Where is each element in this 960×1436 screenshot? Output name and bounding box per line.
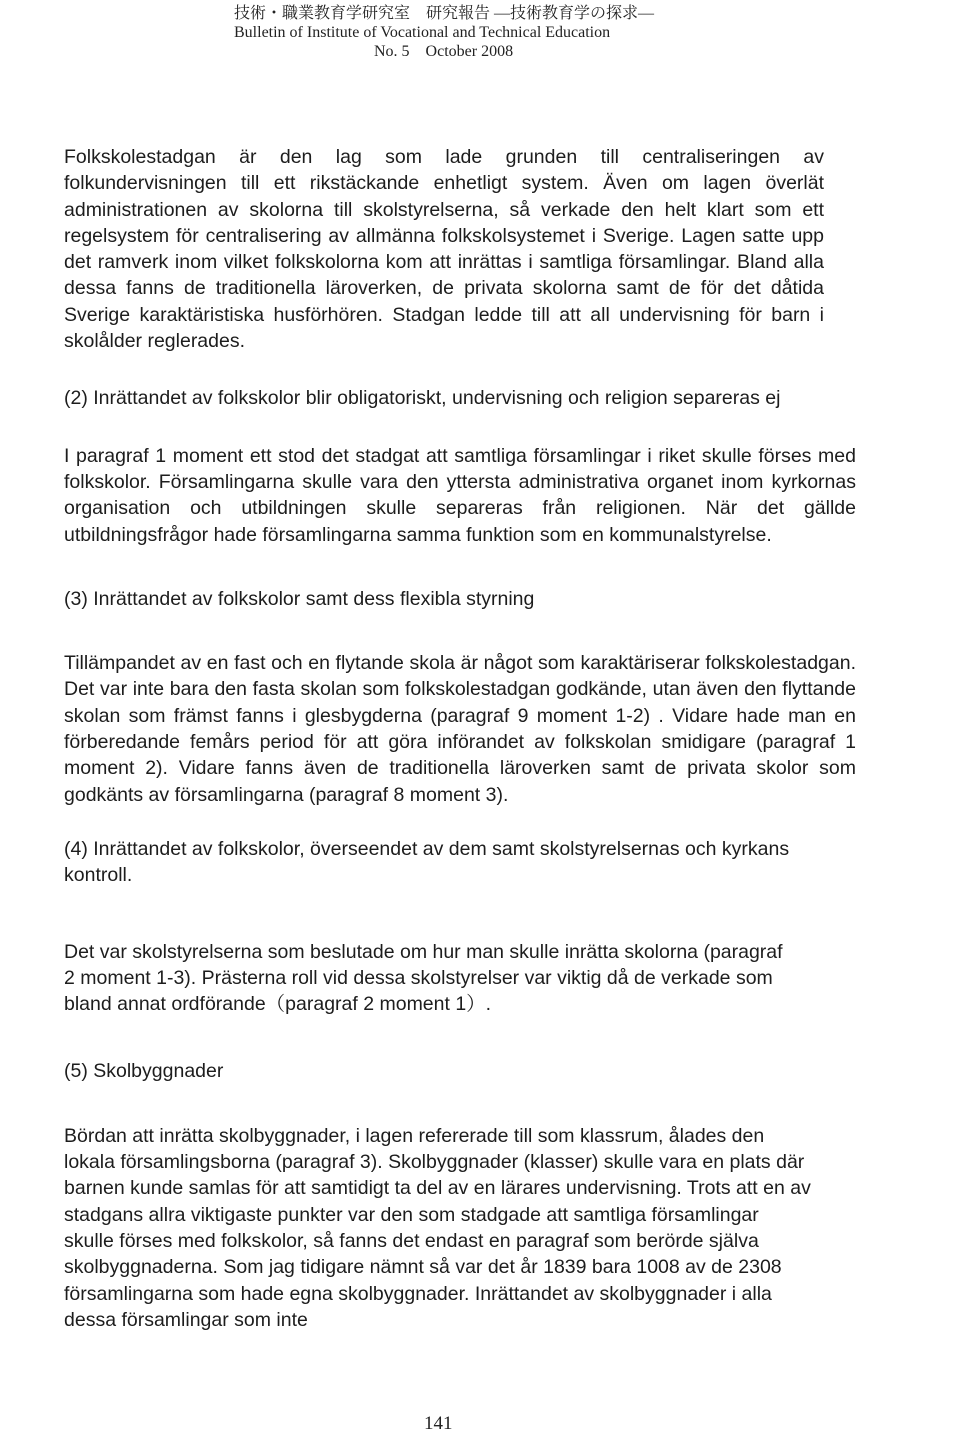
running-header <box>234 4 714 61</box>
header-journal-title-english: Bulletin of Institute of Vocational and Technical Education <box>234 24 611 41</box>
section-heading-3: (3) Inrättandet av folkskolor samt dess flexibla styrning <box>64 587 535 610</box>
page-number: 141 <box>424 1413 453 1434</box>
paragraph-section-2: I paragraf 1 moment ett stod det stadgat att samtliga församlingar i riket skulle förses med folkskolor. Församlingarna skulle vara den yttersta administrativa organet inom kyrkornas organisation och utbildningen skulle separeras från religionen. När det gällde utbildningsfrågor hade församlingarna samma funktion som en kommunalstyrelse. <box>64 444 856 546</box>
section-heading-4: (4) Inrättandet av folkskolor, överseendet av dem samt skolstyrelsernas och kyrkans kontroll. <box>64 837 790 887</box>
header-issue-date: No. 5 October 2008 <box>374 43 514 60</box>
paragraph-intro: Folkskolestadgan är den lag som lade grunden till centraliseringen av folkundervisningen till ett rikstäckande enhetligt system. Även om lagen överlät administrationen av skolorna till skolstyrelserna, så verkade den helt klart som ett regelsystem för centralisering av allmänna folkskolsystemet i Sverige. Lagen satte upp det ramverk inom vilket folkskolorna kom att inrättas i samtliga församlingar. Bland alla dessa fanns de traditionella läroverken, de privata skolorna samt de för det dåtida Sverige karaktäristiska husförhören. Stadgan ledde till att all undervisning för barn i skolålder reglerades. <box>64 146 824 353</box>
section-heading-5: (5) Skolbyggnader <box>64 1060 224 1083</box>
paragraph-section-3: Tillämpandet av en fast och en flytande skola är något som karaktäriserar folkskolestadgan. Det var inte bara den fasta skolan som folkskolestadgan godkände, utan även den flyttande skolan som främst fanns i glesbygderna (paragraf 9 moment 1-2) . Vidare hade man en förberedande femårs period för att göra införandet av folkskolan smidigare (paragraf 1 moment 2). Vidare fanns även de traditionella läroverken samt de privata skolor som godkänts av församlingarna (paragraf 8 moment 3). <box>64 652 856 806</box>
article-body <box>64 144 856 1333</box>
header-journal-title-japanese: 技術・職業教育学研究室 研究報告 ―技術教育学の探求― <box>234 5 655 22</box>
paragraph-section-5: Bördan att inrätta skolbyggnader, i lagen refererade till som klassrum, ålades den lokala församlingsborna (paragraf 3). Skolbyggnader (klasser) skulle vara en plats där barnen kunde samlas för att samtidigt ta del av en lärares undervisning. Trots att en av stadgans allra viktigaste punkter var den som stadgade att samtliga församlingar skulle förses med folkskolor, så fanns det endast en paragraf som berörde själva skolbyggnaderna. Som jag tidigare nämnt så var det år 1839 bara 1008 av de 2308 församlingarna som hade egna skolbyggnader. Inrättandet av skolbyggnader i alla dessa församlingar som inte <box>64 1124 811 1331</box>
paragraph-section-4: Det var skolstyrelserna som beslutade om hur man skulle inrätta skolorna (paragraf 2 moment 1-3). Prästerna roll vid dessa skolstyrelser var viktig då de verkade som bland annat ordförande（paragraf 2 moment 1）. <box>64 940 783 1016</box>
section-heading-2: (2) Inrättandet av folkskolor blir obligatoriskt, undervisning och religion separeras ej <box>64 387 781 410</box>
